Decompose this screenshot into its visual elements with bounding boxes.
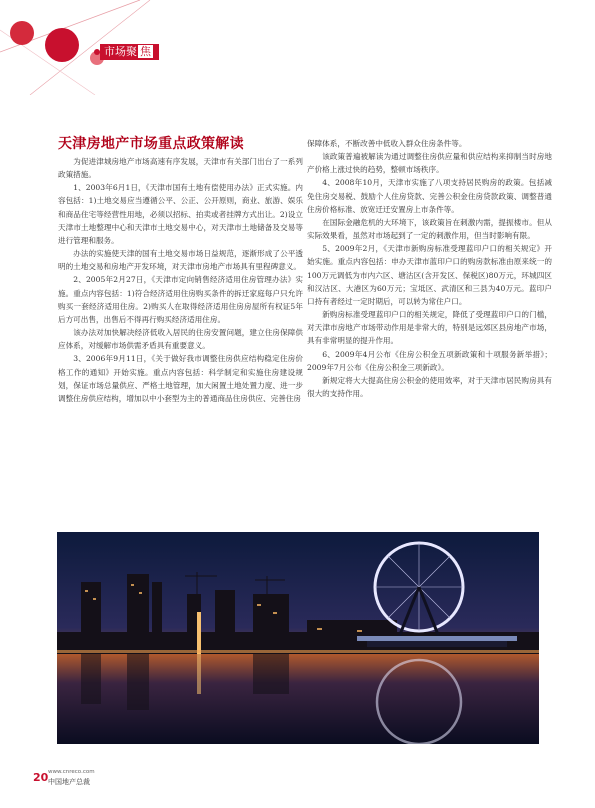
- article-right-column: [307, 137, 552, 400]
- cityscape-photo: [57, 532, 539, 744]
- paragraph: 1、2003年6月1日，《天津市国有土地有偿使用办法》正式实施。内容包括：1)土地交易应当遵循公平、公正、公开原则，商业、旅游、娱乐和商品住宅等经营性用地，必须以招标、拍卖或者挂牌方式出让。2)设立天津市土地整理中心和天津市土地交易中心，对天津市土地储备及交易等进行管理和服务。: [58, 183, 303, 245]
- paragraph: 该办法对加快解决经济低收入居民的住房安置问题，建立住房保障供应体系，对缓解市场供需矛盾具有重要意义。: [58, 328, 303, 351]
- paragraph: 新购房标准受理蓝印户口的相关规定，降低了受理蓝印户口的门槛，对天津市房地产市场带动作用是非常大的，特别是远郊区县房地产市场，具有非常明显的提升作用。: [307, 310, 552, 346]
- paragraph: 新规定将大大提高住房公积金的使用效率，对于天津市居民购房具有很大的支持作用。: [307, 375, 552, 398]
- paragraph: 5、2009年2月，《天津市新购房标准受理蓝印户口的相关规定》开始实施。重点内容包括：申办天津市蓝印户口的购房款标准由原来统一的100万元调低为市内六区、塘沽区(含开发区、保税区)80万元，环城四区和汉沽区、大港区为60万元；宝坻区、武清区和三县为40万元。蓝印户口持有者经过一定时期后，可以转为常住户口。: [307, 244, 552, 306]
- section-tag-label: 市场聚: [104, 45, 137, 58]
- article-left-column: [58, 132, 303, 405]
- footer-url: www.cnreco.com: [48, 769, 95, 775]
- paragraph: 保障体系，不断改善中低收入群众住房条件等。: [307, 139, 467, 148]
- section-tag: [100, 44, 159, 60]
- paragraph: 在国际金融危机的大环境下，该政策旨在刺激内需，提振楼市。但从实际效果看，虽然对市场起到了一定的刺激作用，但当时影响有限。: [307, 217, 552, 241]
- paragraph: 3、2006年9月11日，《关于做好我市调整住房供应结构稳定住房价格工作的通知》开始实施。重点内容包括：科学制定和实施住房建设规划，保证市场总量供应、严格土地管理，加大闲置土地处置力度、进一步调整住房供应结构，增加以中小套型为主的普通商品住房供应、完善住房: [58, 354, 303, 403]
- paragraph: 该政策普遍被解读为通过调整住房供应量和供应结构来抑制当时房地产价格上涨过快的趋势，整顿市场秩序。: [307, 152, 552, 175]
- section-tag-accent: 焦: [140, 45, 151, 58]
- paragraph: 办法的实施使天津的国有土地交易市场日益规范，逐渐形成了公平透明的土地交易和房地产开发环境，对天津市房地产市场具有里程碑意义。: [58, 249, 303, 272]
- paragraph: 2、2005年2月27日，《天津市定向销售经济适用住房管理办法》实施。重点内容包括：1)符合经济适用住房购买条件的拆迁家庭每户只允许购买一套经济适用住房。2)购买人在取得经济适用住房房屋所有权证5年后方可出售，出售后不得再行购买经济适用住房。: [58, 275, 303, 324]
- article-title: 天津房地产市场重点政策解读: [58, 136, 244, 152]
- page-number: 20: [33, 771, 49, 784]
- paragraph: 为促进津城房地产市场高速有序发展，天津市有关部门出台了一系列政策措施。: [58, 157, 303, 180]
- magazine-name: 中国地产总裁: [48, 778, 90, 786]
- paragraph: 6、2009年4月公布《住房公积金五项新政策和十项服务新举措》；2009年7月公布《住房公积金三项新政》。: [307, 349, 552, 372]
- paragraph: 4、2008年10月，天津市实施了八项支持居民购房的政策。包括减免住房交易税、鼓励个人住房贷款、完善公积金住房贷款政策、调整普通住房价格标准、放宽迁迁安置房上市条件等。: [307, 178, 552, 214]
